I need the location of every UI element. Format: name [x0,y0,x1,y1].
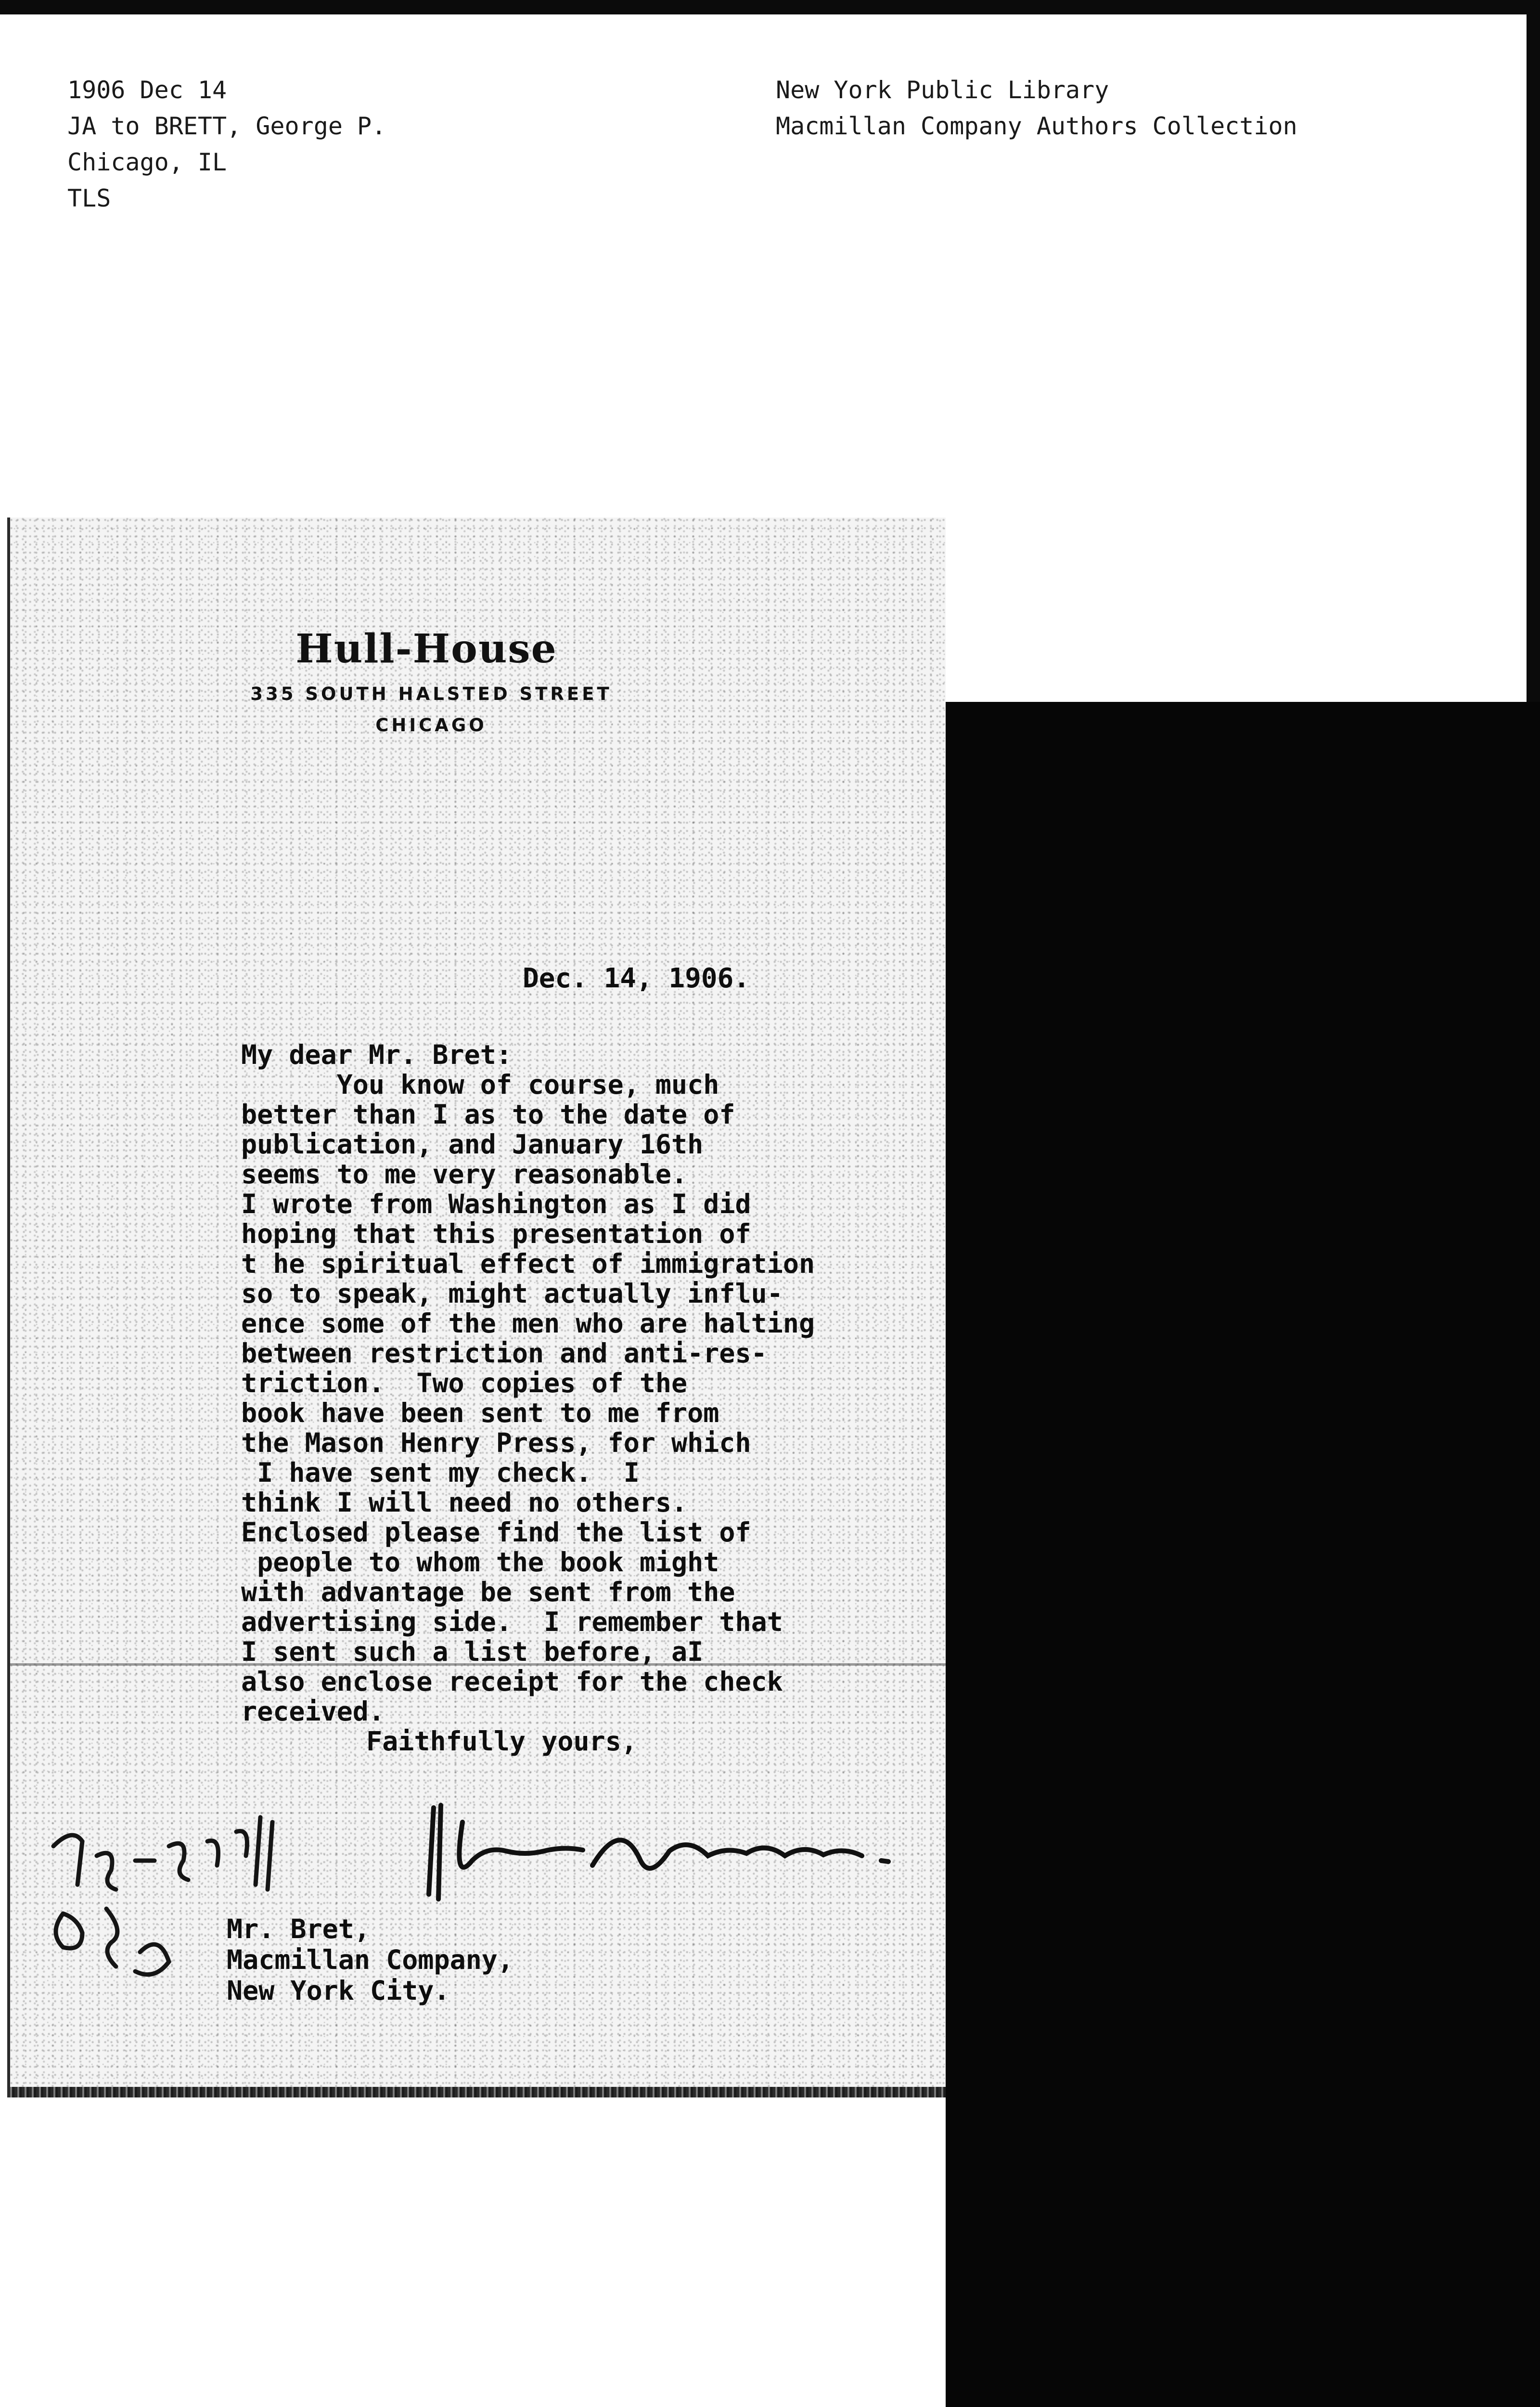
scan-page-edge [7,2087,946,2097]
body-line: My dear Mr. Bret: [241,1039,512,1070]
body-line: book have been sent to me from [241,1398,719,1428]
body-line: I sent such a list before, aI [241,1636,704,1667]
body-line: advertising side. I remember that [241,1606,783,1637]
body-line: I have sent my check. I [241,1457,640,1488]
fold-line [10,1663,946,1666]
letterhead-city: CHICAGO [375,715,487,736]
body-line: so to speak, might actually influ- [241,1278,783,1309]
recipient-city: New York City. [227,1975,450,2006]
body-line: You know of course, much [241,1069,719,1100]
letter-date: Dec. 14, 1906. [523,963,750,994]
catalog-collection: Macmillan Company Authors Collection [776,112,1297,140]
catalog-place: Chicago, IL [67,148,227,176]
body-line: also enclose receipt for the check [241,1666,783,1697]
body-line: t he spiritual effect of immigration [241,1248,815,1279]
body-line: ence some of the men who are halting [241,1308,815,1339]
letter-body [241,1040,946,1756]
body-line: people to whom the book might [241,1547,719,1578]
body-line: hoping that this presentation of [241,1218,751,1249]
body-line: I wrote from Washington as I did [241,1189,751,1219]
signature-image [419,1788,924,1914]
body-line: received. [241,1696,385,1727]
catalog-repository: New York Public Library [776,76,1109,104]
letterhead-street: 335 SOUTH HALSTED STREET [250,684,612,704]
catalog-metadata-left [67,72,386,217]
body-line: triction. Two copies of the [241,1368,688,1398]
recipient-address [227,1914,513,2006]
catalog-doc-type: TLS [67,184,111,212]
scan-black-margin [946,702,1540,2407]
letter-scan [7,518,946,2094]
body-line: with advantage be sent from the [241,1577,735,1607]
catalog-correspondents: JA to BRETT, George P. [67,112,386,140]
body-line: between restriction and anti-res- [241,1338,767,1369]
catalog-metadata-right [776,72,1297,144]
scan-top-border [0,0,1540,14]
recipient-name: Mr. Bret, [227,1914,371,1944]
body-line: publication, and January 16th [241,1129,704,1160]
catalog-date: 1906 Dec 14 [67,76,227,104]
letterhead-name: Hull-House [295,626,557,672]
body-line: Enclosed please find the list of [241,1517,751,1548]
body-line: better than I as to the date of [241,1099,735,1130]
recipient-company: Macmillan Company, [227,1944,514,1975]
body-line: the Mason Henry Press, for which [241,1427,751,1458]
body-line: think I will need no others. [241,1487,688,1518]
body-line: seems to me very reasonable. [241,1159,688,1190]
letter-closing: Faithfully yours, [366,1726,637,1757]
